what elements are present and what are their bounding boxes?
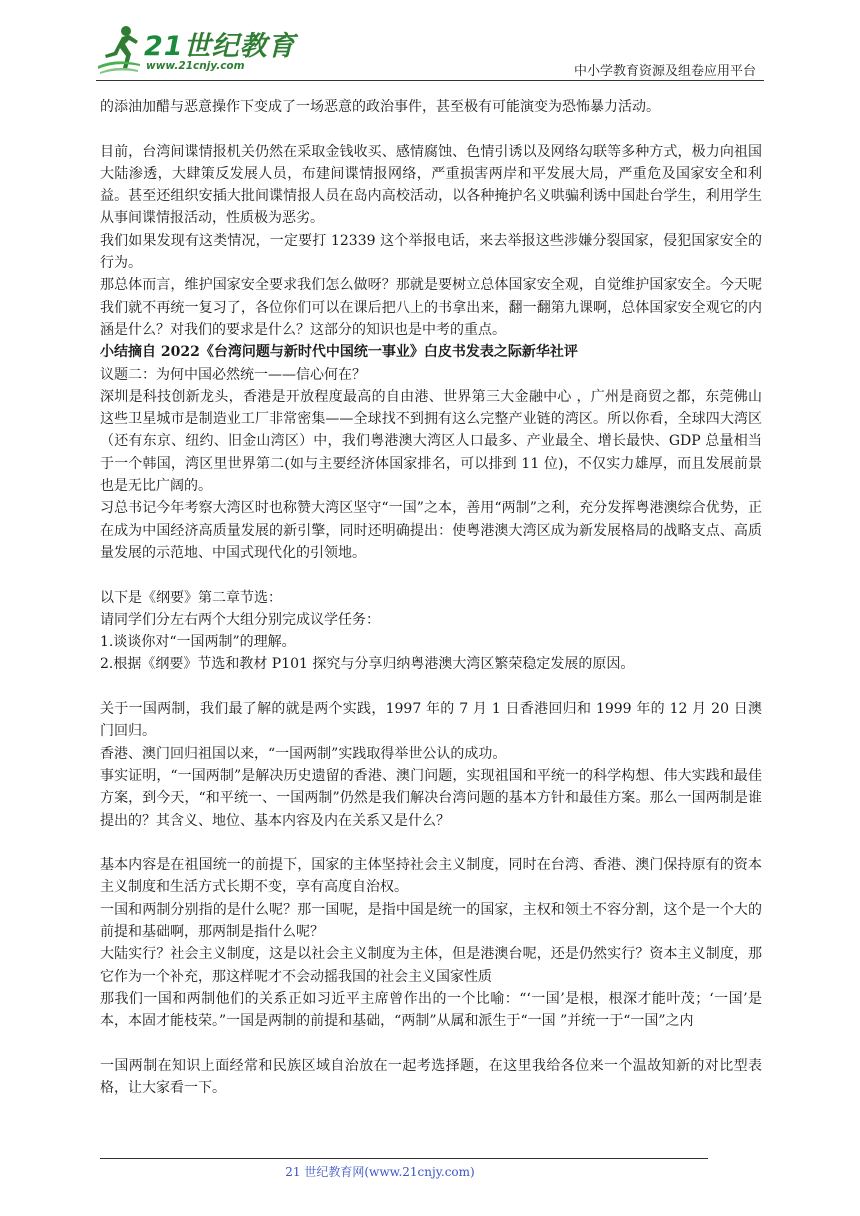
body-paragraph: 关于一国两制，我们最了解的就是两个实践，1997 年的 7 月 1 日香港回归和 1999 年的 12 月 20 日澳门回归。	[100, 701, 762, 740]
blank-line	[100, 564, 762, 586]
body-paragraph: 以下是《纲要》第二章节选：	[100, 589, 282, 606]
body-paragraph: 基本内容是在祖国统一的前提下，国家的主体坚持社会主义制度，同时在台湾、香港、澳门保持原有的资本主义制度和生活方式长期不变，享有高度自治权。	[100, 857, 762, 896]
body-paragraph: 习总书记今年考察大湾区时也称赞大湾区坚守“一国”之本，善用“两制”之利，充分发挥粤港澳综合优势，正在成为中国经济高质量发展的新引擎，同时还明确提出：使粤港澳大湾区成为新发展格局的战略支点、高质量发展的示范地、中国式现代化的引领地。	[100, 500, 762, 561]
header-tagline: 中小学教育资源及组卷应用平台	[573, 64, 756, 79]
blank-line	[100, 1032, 762, 1054]
body-paragraph: 2.根据《纲要》节选和教材 P101 探究与分享归纳粤港澳大湾区繁荣稳定发展的原因。	[100, 656, 635, 673]
blank-line	[100, 832, 762, 854]
body-paragraph: 1.谈谈你对“一国两制”的理解。	[100, 634, 296, 651]
blank-line	[100, 676, 762, 698]
blank-line	[100, 118, 762, 140]
site-logo[interactable]	[96, 22, 296, 78]
footer-source-link[interactable]: 21 世纪教育网(www.21cnjy.com)	[285, 1165, 475, 1179]
body-paragraph: 事实证明，“一国两制”是解决历史遗留的香港、澳门问题，实现祖国和平统一的科学构想、伟大实践和最佳方案，到今天，“和平统一、一国两制”仍然是我们解决台湾问题的基本方针和最佳方案。那么一国两制是谁提出的？其含义、地位、基本内容及内在关系又是什么？	[100, 767, 762, 829]
page-header	[0, 0, 860, 80]
body-paragraph: 一国两制在知识上面经常和民族区域自治放在一起考选择题，在这里我给各位来一个温故知新的对比型表格，让大家看一下。	[100, 1057, 762, 1097]
body-paragraph: 目前，台湾间谍情报机关仍然在采取金钱收买、感情腐蚀、色情引诱以及网络勾联等多种方式，极力向祖国大陆渗透，大肆策反发展人员，布建间谍情报网络，严重损害两岸和平发展大局，严重危及国家安全和利益。甚至还组织安插大批间谍情报人员在岛内高校活动，以各种掩护名义哄骗利诱中国赴台学生，利用学生从事间谍情报活动，性质极为恶劣。	[100, 143, 762, 227]
body-paragraph: 的添油加醋与恶意操作下变成了一场恶意的政治事件，甚至极有可能演变为恐怖暴力活动。	[100, 99, 660, 115]
body-paragraph: 请同学们分左右两个大组分别完成议学任务：	[100, 611, 380, 628]
logo-wordmark	[144, 24, 296, 63]
running-figure-logo-icon	[96, 22, 142, 76]
body-paragraph: 那我们一国和两制他们的关系正如习近平主席曾作出的一个比喻：“‘一国’是根，根深才能叶茂；‘一国’是本，本固才能枝荣。”一国是两制的前提和基础，“两制”从属和派生于“一国 ”并统一于“一国”之内	[100, 990, 762, 1030]
body-paragraph: 那总体而言，维护国家安全要求我们怎么做呀？那就是要树立总体国家安全观，自觉维护国家安全。今天呢我们就不再统一复习了，各位你们可以在课后把八上的书拿出来，翻一翻第九课啊，总体国家安全观它的内涵是什么？对我们的要求是什么？这部分的知识也是中考的重点。	[100, 277, 762, 338]
logo-wordmark-number: 21	[144, 31, 184, 62]
document-body	[100, 96, 762, 1099]
body-paragraph: 一国和两制分别指的是什么呢？那一国呢，是指中国是统一的国家，主权和领土不容分割，这个是一个大的前提和基础啊，那两制是指什么呢？	[100, 901, 762, 940]
body-paragraph: 大陆实行？社会主义制度，这是以社会主义制度为主体，但是港澳台呢，还是仍然实行？资本主义制度，那它作为一个补充，那这样呢才不会动摇我国的社会主义国家性质	[100, 946, 762, 985]
body-paragraph: 小结摘自 2022《台湾问题与新时代中国统一事业》白皮书发表之际新华社评	[100, 344, 578, 361]
header-divider	[96, 80, 764, 81]
body-paragraph: 我们如果发现有这类情况，一定要打 12339 这个举报电话，来去举报这些涉嫌分裂国家，侵犯国家安全的行为。	[100, 232, 762, 272]
body-paragraph: 议题二：为何中国必然统一——信心何在？	[100, 366, 366, 383]
logo-url: www.21cnjy.com	[146, 60, 245, 72]
body-paragraph: 香港、澳门回归祖国以来，“一国两制”实践取得举世公认的成功。	[100, 745, 507, 762]
footer-divider	[100, 1158, 708, 1159]
logo-wordmark-chinese: 世纪教育	[183, 31, 296, 62]
body-paragraph: 深圳是科技创新龙头，香港是开放程度最高的自由港、世界第三大金融中心 ，广州是商贸之都，东莞佛山这些卫星城市是制造业工厂非常密集——全球找不到拥有这么完整产业链的湾区。所以你看，全球四大湾区（还有东京、纽约、旧金山湾区）中，我们粤港澳大湾区人口最多、产业最全、增长最快、GDP 总量相当于一个韩国，湾区里世界第二(如与主要经济体国家排名，可以排到 11 位)，不仅实力雄厚，而且发展前景也是无比广阔的。	[100, 388, 762, 495]
